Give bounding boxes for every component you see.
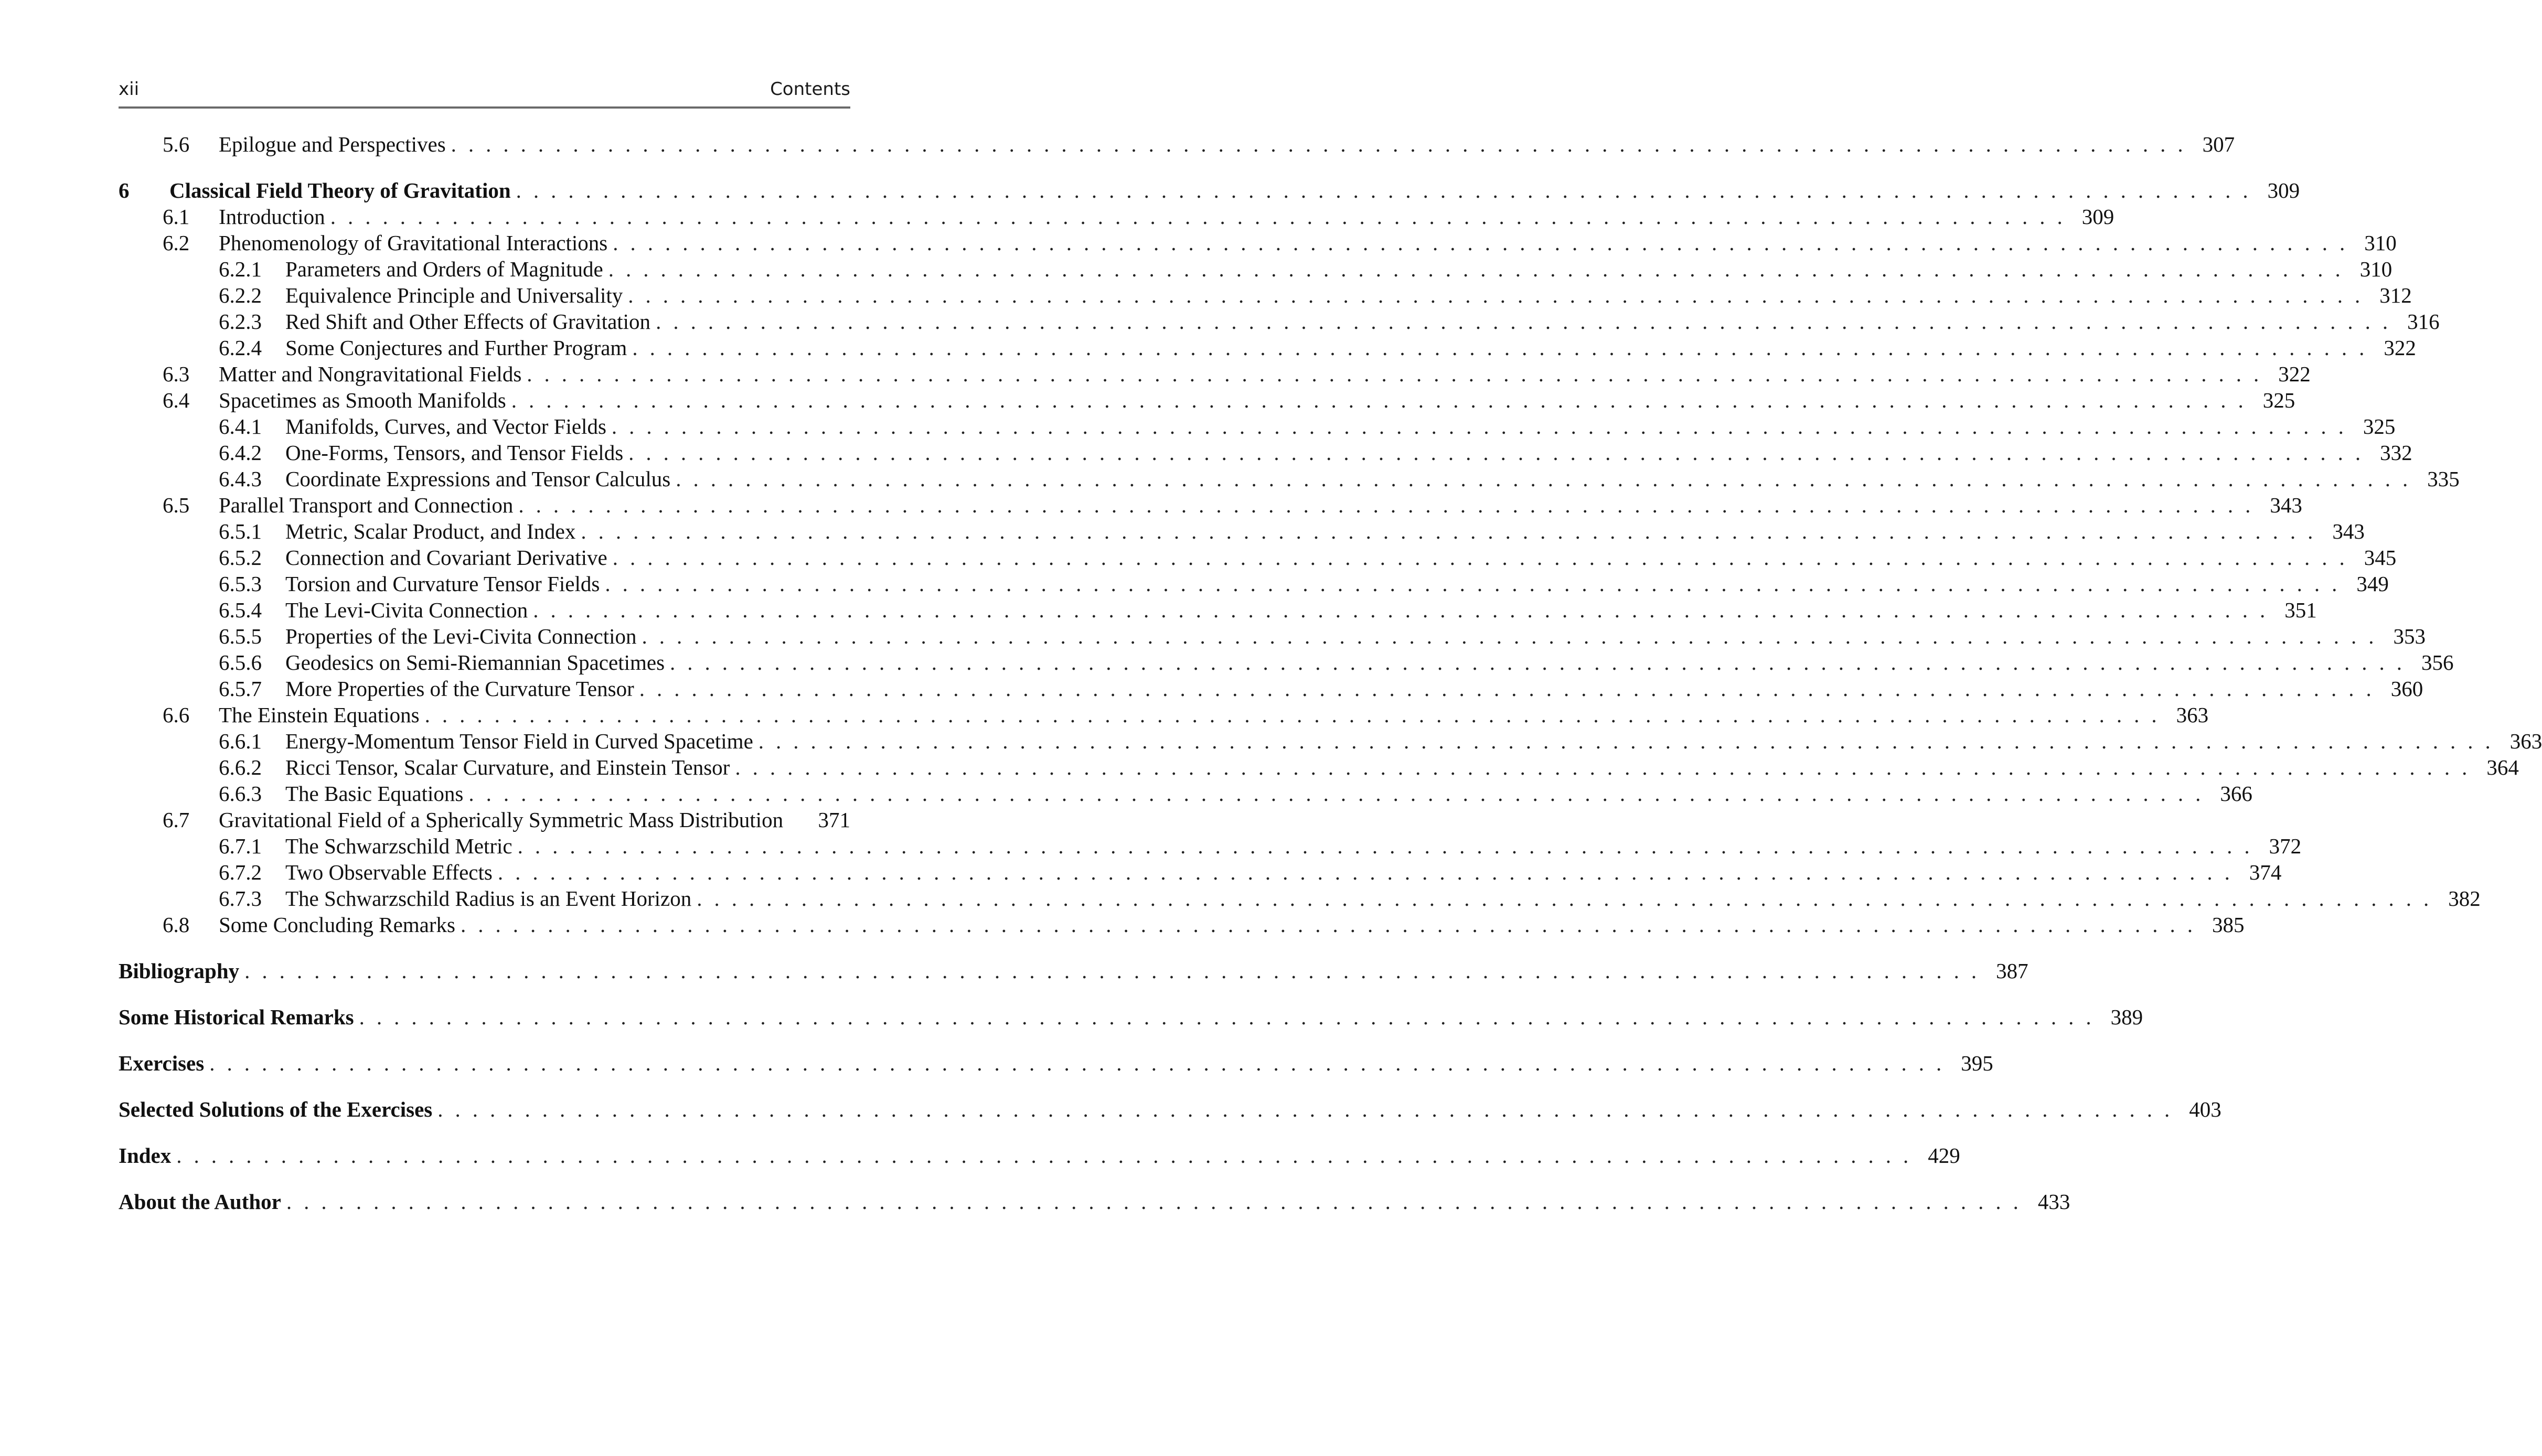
dot-leader: ....................................................................................................: [642, 624, 2386, 648]
backmatter-title: Bibliography: [119, 959, 240, 983]
toc-entry-6-7-3[interactable]: [119, 885, 2481, 912]
section-number: 6.4: [163, 388, 190, 412]
dot-leader: ....................................................................................................: [639, 677, 2384, 701]
subsection-title: Some Conjectures and Further Program: [285, 336, 627, 360]
subsection-title: The Levi-Civita Connection: [285, 598, 528, 622]
subsection-number: 6.5.4: [219, 598, 262, 622]
dot-leader: ....................................................................................................: [176, 1143, 1921, 1168]
dot-leader: ....................................................................................................: [517, 834, 2262, 858]
section-title: Some Concluding Remarks: [219, 913, 455, 937]
page-ref: 332: [2380, 441, 2412, 465]
subsection-number: 6.6.2: [219, 755, 262, 779]
dot-leader: ....................................................................................................: [613, 231, 2357, 255]
subsection-title: Properties of the Levi-Civita Connection: [285, 624, 637, 648]
page-ref: 325: [2262, 388, 2295, 412]
toc-entry-6-4[interactable]: [119, 387, 2295, 413]
subsection-number: 6.5.1: [219, 519, 262, 543]
section-title: Epilogue and Perspectives: [219, 132, 446, 156]
subsection-title: The Basic Equations: [285, 781, 464, 806]
toc-entry-6-6[interactable]: [119, 702, 2209, 728]
dot-leader: ....................................................................................................: [628, 283, 2373, 307]
running-title: Contents: [770, 79, 850, 100]
section-title: The Einstein Equations: [219, 703, 420, 727]
page-ref: 325: [2363, 414, 2396, 438]
subsection-title: Connection and Covariant Derivative: [285, 545, 607, 570]
page-ref: 403: [2189, 1097, 2221, 1121]
page-ref: 351: [2284, 598, 2317, 622]
section-title: Matter and Nongravitational Fields: [219, 362, 522, 386]
subsection-number: 6.6.1: [219, 729, 262, 753]
toc-about-author[interactable]: [119, 1189, 2070, 1215]
page-ref: 349: [2356, 572, 2389, 596]
section-number: 6.5: [163, 493, 190, 517]
toc-entry-5-6[interactable]: [119, 131, 2235, 157]
subsection-title: Metric, Scalar Product, and Index: [285, 519, 576, 543]
toc-entry-6-1[interactable]: [119, 204, 2114, 230]
section-number: 6.2: [163, 231, 190, 255]
dot-leader: ....................................................................................................: [209, 1051, 1954, 1075]
toc-entry-6-5-2[interactable]: [119, 544, 2397, 571]
toc-entry-6-7-1[interactable]: [119, 833, 2302, 859]
dot-leader: ....................................................................................................: [359, 1005, 2103, 1029]
subsection-title: Equivalence Principle and Universality: [285, 283, 623, 307]
page-ref: 366: [2220, 781, 2252, 806]
dot-leader: ....................................................................................................: [516, 178, 2260, 202]
page-ref: 356: [2421, 650, 2454, 675]
backmatter-title: Some Historical Remarks: [119, 1005, 354, 1029]
dot-leader: ....................................................................................................: [533, 598, 2278, 622]
dot-leader: ....................................................................................................: [468, 781, 2213, 806]
subsection-number: 6.7.2: [219, 860, 262, 884]
section-title: Introduction: [219, 205, 325, 229]
page-ref: 316: [2407, 309, 2440, 334]
toc-entry-6-6-1[interactable]: [119, 728, 2542, 754]
subsection-title: Geodesics on Semi-Riemannian Spacetimes: [285, 650, 665, 675]
toc-entry-6-2-3[interactable]: [119, 308, 2440, 335]
dot-leader: ....................................................................................................: [670, 650, 2415, 675]
page-ref: 385: [2212, 913, 2245, 937]
dot-leader: ....................................................................................................: [697, 886, 2441, 911]
section-number: 5.6: [163, 132, 190, 156]
subsection-title: Ricci Tensor, Scalar Curvature, and Einstein Tensor: [285, 755, 730, 779]
chapter-number: 6: [119, 178, 130, 202]
subsection-number: 6.5.3: [219, 572, 262, 596]
page-ref: 387: [1996, 959, 2028, 983]
subsection-number: 6.7.3: [219, 886, 262, 911]
dot-leader: ....................................................................................................: [497, 860, 2242, 884]
toc-entry-6-2-4[interactable]: [119, 335, 2416, 361]
page-ref: 312: [2379, 283, 2412, 307]
section-number: 6.7: [163, 808, 190, 832]
page-ref: 309: [2081, 205, 2114, 229]
toc-entry-6-2-1[interactable]: [119, 256, 2393, 282]
toc-entry-6-4-3[interactable]: [119, 466, 2460, 492]
page-ref: 371: [818, 808, 850, 832]
backmatter-title: Selected Solutions of the Exercises: [119, 1097, 433, 1121]
subsection-title: Torsion and Curvature Tensor Fields: [285, 572, 600, 596]
page-ref: 343: [2332, 519, 2365, 543]
dot-leader: ....................................................................................................: [527, 362, 2271, 386]
page-ref: 433: [2037, 1190, 2070, 1214]
subsection-number: 6.2.3: [219, 309, 262, 334]
page-ref: 335: [2427, 467, 2460, 491]
subsection-title: Energy-Momentum Tensor Field in Curved Spacetime: [285, 729, 753, 753]
page-ref: 363: [2509, 729, 2542, 753]
subsection-title: Two Observable Effects: [285, 860, 493, 884]
subsection-title: More Properties of the Curvature Tensor: [285, 677, 634, 701]
backmatter-title: Index: [119, 1143, 172, 1168]
page-ref: 374: [2249, 860, 2282, 884]
section-title: Gravitational Field of a Spherically Symmetric Mass Distribution: [219, 808, 784, 832]
subsection-number: 6.4.1: [219, 414, 262, 438]
page-ref: 310: [2364, 231, 2397, 255]
dot-leader: ....................................................................................................: [581, 519, 2325, 543]
section-number: 6.6: [163, 703, 190, 727]
subsection-title: Red Shift and Other Effects of Gravitation: [285, 309, 651, 334]
dot-leader: ....................................................................................................: [518, 493, 2263, 517]
backmatter-title: About the Author: [119, 1190, 281, 1214]
toc-index[interactable]: [119, 1142, 1960, 1169]
toc-entry-6-2[interactable]: [119, 230, 2397, 256]
dot-leader: ....................................................................................................: [286, 1190, 2031, 1214]
subsection-number: 6.5.2: [219, 545, 262, 570]
toc-entry-6-3[interactable]: [119, 361, 2311, 387]
toc-entry-6-2-2[interactable]: [119, 282, 2412, 308]
page-ref: 363: [2176, 703, 2209, 727]
section-title: Phenomenology of Gravitational Interactions: [219, 231, 608, 255]
page-ref: 364: [2486, 755, 2519, 779]
subsection-title: One-Forms, Tensors, and Tensor Fields: [285, 441, 624, 465]
dot-leader: ....................................................................................................: [451, 132, 2195, 156]
subsection-title: Parameters and Orders of Magnitude: [285, 257, 603, 281]
page-ref: 360: [2390, 677, 2423, 701]
toc-entry-6-5-7[interactable]: [119, 676, 2423, 702]
dot-leader: ....................................................................................................: [611, 414, 2356, 438]
toc-bibliography[interactable]: [119, 958, 2028, 984]
toc-entry-6-5-6[interactable]: [119, 649, 2454, 676]
page-ref: 389: [2110, 1005, 2143, 1029]
page-ref: 322: [2278, 362, 2311, 386]
toc-entry-6-5-1[interactable]: [119, 518, 2365, 544]
page-ref: 382: [2448, 886, 2481, 911]
page-ref: 353: [2393, 624, 2426, 648]
page-ref: 309: [2267, 178, 2300, 202]
toc-historical-remarks[interactable]: [119, 1004, 2143, 1030]
subsection-title: Coordinate Expressions and Tensor Calculus: [285, 467, 671, 491]
toc-entry-6-5-3[interactable]: [119, 571, 2389, 597]
subsection-number: 6.6.3: [219, 781, 262, 806]
header-rule: [119, 106, 850, 109]
subsection-number: 6.5.5: [219, 624, 262, 648]
toc-entry-6-6-2[interactable]: [119, 754, 2519, 780]
toc-entry-6-5-4[interactable]: [119, 597, 2317, 623]
dot-leader: ....................................................................................................: [460, 913, 2205, 937]
subsection-number: 6.4.3: [219, 467, 262, 491]
subsection-number: 6.4.2: [219, 441, 262, 465]
subsection-number: 6.7.1: [219, 834, 262, 858]
subsection-number: 6.2.2: [219, 283, 262, 307]
page-number: xii: [119, 79, 140, 100]
toc-entry-6-5[interactable]: [119, 492, 2302, 518]
toc-entry-6-7[interactable]: [119, 807, 850, 833]
subsection-title: The Schwarzschild Radius is an Event Horizon: [285, 886, 692, 911]
toc-entry-6-4-2[interactable]: [119, 440, 2412, 466]
dot-leader: ....................................................................................................: [608, 257, 2353, 281]
section-number: 6.3: [163, 362, 190, 386]
dot-leader: ....................................................................................................: [511, 388, 2256, 412]
dot-leader: ....................................................................................................: [632, 336, 2377, 360]
section-number: 6.8: [163, 913, 190, 937]
subsection-title: Manifolds, Curves, and Vector Fields: [285, 414, 606, 438]
subsection-number: 6.5.7: [219, 677, 262, 701]
page-ref: 310: [2359, 257, 2393, 281]
chapter-title: Classical Field Theory of Gravitation: [169, 178, 511, 202]
subsection-title: The Schwarzschild Metric: [285, 834, 512, 858]
page-ref: 429: [1928, 1143, 1960, 1168]
page-ref: 345: [2364, 545, 2397, 570]
toc-entry-6-8[interactable]: [119, 912, 2245, 938]
dot-leader: ....................................................................................................: [676, 467, 2420, 491]
toc-chapter-6[interactable]: [119, 177, 2300, 204]
toc-entry-6-7-2[interactable]: [119, 859, 2282, 885]
page-ref: 372: [2269, 834, 2302, 858]
table-of-contents: [119, 131, 2542, 1215]
backmatter-title: Exercises: [119, 1051, 205, 1075]
dot-leader: ....................................................................................................: [244, 959, 1989, 983]
page-ref: 343: [2270, 493, 2302, 517]
section-title: Spacetimes as Smooth Manifolds: [219, 388, 506, 412]
dot-leader: ....................................................................................................: [437, 1097, 2182, 1121]
section-title: Parallel Transport and Connection: [219, 493, 514, 517]
subsection-number: 6.5.6: [219, 650, 262, 675]
subsection-number: 6.2.4: [219, 336, 262, 360]
dot-leader: ....................................................................................................: [735, 755, 2480, 779]
dot-leader: ....................................................................................................: [612, 545, 2357, 570]
dot-leader: ....................................................................................................: [605, 572, 2349, 596]
dot-leader: ....................................................................................................: [330, 205, 2075, 229]
toc-exercises[interactable]: [119, 1050, 1993, 1076]
page-ref: 307: [2202, 132, 2235, 156]
dot-leader: ....................................................................................................: [628, 441, 2373, 465]
toc-entry-6-6-3[interactable]: [119, 780, 2252, 807]
section-number: 6.1: [163, 205, 190, 229]
toc-entry-6-4-1[interactable]: [119, 413, 2396, 440]
page-ref: 395: [1961, 1051, 1993, 1075]
dot-leader: ....................................................................................................: [758, 729, 2503, 753]
dot-leader: ....................................................................................................: [424, 703, 2169, 727]
toc-entry-6-5-5[interactable]: [119, 623, 2426, 649]
subsection-number: 6.2.1: [219, 257, 262, 281]
page-ref: 322: [2384, 336, 2416, 360]
toc-selected-solutions[interactable]: [119, 1096, 2221, 1122]
dot-leader: ....................................................................................................: [656, 309, 2400, 334]
